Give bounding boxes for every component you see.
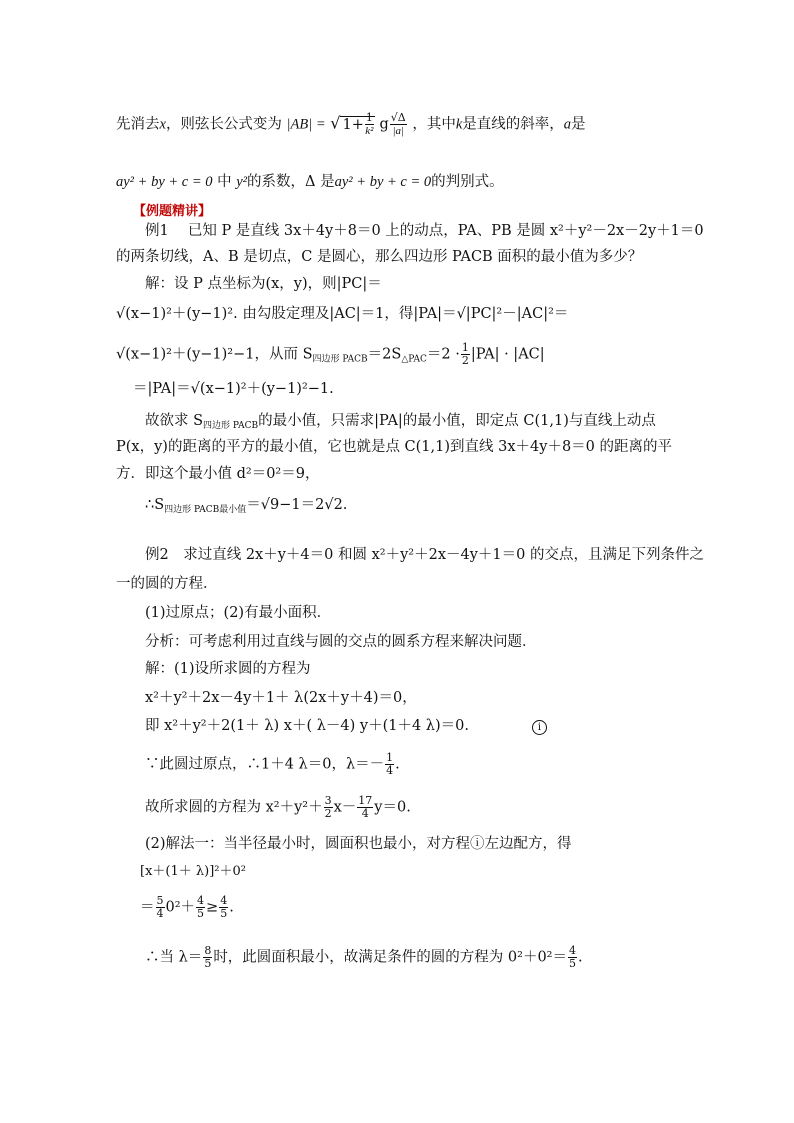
numerator: 1 xyxy=(386,751,394,764)
denominator: k² xyxy=(365,125,374,137)
radical-icon: √ xyxy=(330,113,341,133)
ex2-line-4: 分析：可考虑利用过直线与圆的交点的圆系方程来解决问题． xyxy=(145,634,537,650)
ex1-line-3: 解：设 P 点坐标为(x，y)，则|PC|＝ xyxy=(145,276,382,292)
text: 先消去 xyxy=(116,116,160,133)
subscript: △PAC xyxy=(401,354,427,365)
numerator: 8 xyxy=(204,944,212,957)
text: ＝2 · xyxy=(426,346,460,363)
text: ∴当 λ＝ xyxy=(145,949,203,966)
denominator: 4 xyxy=(386,764,394,777)
ex1-line-2: 的两条切线，A、B 是切点，C 是圆心，那么四边形 PACB 面积的最小值为多少？ xyxy=(116,249,643,265)
text: . xyxy=(395,756,400,773)
ex1-line-1: 例1 已知 P 是直线 3x＋4y＋8＝0 上的动点，PA、PB 是圆 x²＋y²－2x－2y＋1＝0 xyxy=(145,223,704,239)
ex1-line-6: ＝|PA|＝√(x−1)²＋(y−1)²−1. xyxy=(133,381,334,397)
numerator: 3 xyxy=(324,794,332,807)
ex2-line-13 xyxy=(145,945,583,970)
text: 故所求圆的方程为 x²＋y²＋ xyxy=(145,799,323,816)
subscript: 四边形 PACB xyxy=(312,354,368,365)
denominator: 5 xyxy=(197,907,205,920)
denominator: 4 xyxy=(156,907,164,920)
ex2-line-3: (1)过原点；(2)有最小面积． xyxy=(145,605,332,621)
text: 即 x²＋y²＋2(1＋ λ) x＋( λ－4) y＋(1＋4 λ)＝0. xyxy=(145,718,469,734)
text: . xyxy=(229,899,234,916)
text: 时，此圆面积最小，故满足条件的圆的方程为 0²＋0²＝ xyxy=(213,949,567,966)
text: x xyxy=(159,116,166,133)
text: 的系数，Δ 是 xyxy=(247,174,335,190)
subscript: 四边形 PACB最小值 xyxy=(164,505,247,515)
circled-number-icon: i xyxy=(532,720,547,735)
fraction xyxy=(196,895,205,920)
numerator: 17 xyxy=(358,794,373,807)
denominator: 5 xyxy=(204,957,212,970)
ex1-line-8: P(x，y)的距离的平方的最小值，它也就是点 C(1,1)到直线 3x＋4y＋8＝0 的距离的平 xyxy=(116,439,673,455)
ex2-line-5: 解：(1)设所求圆的方程为 xyxy=(145,661,311,677)
text: k xyxy=(455,116,463,133)
text: |PA| · |AC| xyxy=(470,346,545,363)
fraction xyxy=(203,945,212,970)
sqrt-expression: √(x−1)²＋(y−1)² xyxy=(116,306,234,322)
equation: ay² + by + c = 0 xyxy=(334,174,432,190)
numerator: 4 xyxy=(197,894,205,907)
text: 中 xyxy=(217,174,232,190)
text: . xyxy=(578,949,583,966)
text: y＝0. xyxy=(374,799,411,816)
text: ＝2S xyxy=(367,346,402,363)
section-heading: 【例题精讲】 xyxy=(133,204,212,219)
sqrt-body: 1+ $\frac{1}{\text{k²}}$ xyxy=(342,111,374,137)
fraction xyxy=(390,112,407,137)
text: 0²＋ xyxy=(165,899,196,916)
ex1-line-10 xyxy=(145,495,347,520)
ex2-line-8 xyxy=(145,752,400,777)
text: ≥ xyxy=(206,899,219,916)
equation: ay² + by + c = 0 xyxy=(116,174,213,190)
text: g xyxy=(379,116,389,133)
ex2-line-12 xyxy=(140,895,234,920)
text: |AB| = xyxy=(286,116,326,133)
fraction xyxy=(385,752,394,777)
text: ，则弦长公式变为 xyxy=(165,116,282,133)
numerator: 5 xyxy=(156,894,164,907)
ex2-line-1: 例2 求过直线 2x＋y＋4＝0 和圆 x²＋y²＋2x－4y＋1＝0 的交点，且满足下列条件之 xyxy=(145,547,704,563)
ex2-line-2: 一的圆的方程． xyxy=(116,576,218,592)
denominator: 2 xyxy=(461,354,469,367)
numerator: 4 xyxy=(220,894,228,907)
denominator: |a| xyxy=(392,125,405,137)
numerator: 4 xyxy=(569,944,576,957)
denominator: 5 xyxy=(220,907,228,920)
ex2-line-9 xyxy=(145,795,411,820)
fraction xyxy=(324,795,333,820)
text: ∵此圆过原点，∴1＋4 λ＝0，λ＝－ xyxy=(145,756,385,773)
text: a xyxy=(563,116,572,133)
text: y² xyxy=(236,174,248,190)
text: ＝√9−1＝2√2. xyxy=(246,497,348,513)
ex2-line-6: x²＋y²＋2x－4y＋1＋ λ(2x＋y＋4)＝0， xyxy=(145,690,417,706)
fraction xyxy=(219,895,228,920)
denominator: 5 xyxy=(569,957,576,970)
ex1-line-4 xyxy=(116,304,568,324)
text: ，从而 S xyxy=(254,346,313,363)
fraction xyxy=(568,945,577,970)
text: 是直线的斜率， xyxy=(462,116,564,133)
ex2-line-10: (2)解法一：当半径最小时，圆面积也最小，对方程ⓘ左边配方，得 xyxy=(145,836,572,852)
fraction xyxy=(357,795,373,820)
delta: Δ xyxy=(397,111,406,124)
text: 的判别式。 xyxy=(431,174,504,190)
fraction xyxy=(156,895,165,920)
ex2-line-7 xyxy=(145,716,469,736)
text: . 由勾股定理及|AC|＝1，得|PA|＝√|PC|²－|AC|²＝ xyxy=(233,306,569,322)
text: ∴S xyxy=(145,497,165,513)
ex1-line-5 xyxy=(116,342,545,370)
numerator: 1 xyxy=(461,341,469,354)
equation-marker xyxy=(532,716,547,736)
ex2-line-11: [x＋(1＋ λ)]²＋0² xyxy=(140,864,246,879)
text: 是 xyxy=(571,116,586,133)
subscript: 四边形 PACB xyxy=(203,421,259,431)
denominator: 2 xyxy=(324,807,332,820)
text: 的最小值，只需求|PA|的最小值，即定点 C(1,1)与直线上动点 xyxy=(258,413,656,429)
text: ＝ xyxy=(140,899,155,916)
fraction xyxy=(461,342,470,367)
text: 故欲求 S xyxy=(145,413,204,429)
numerator: √Δ xyxy=(390,111,406,124)
denominator: 4 xyxy=(361,807,369,820)
formula-line-2 xyxy=(116,172,504,192)
ex1-line-9: 方．即这个最小值 d²＝0²＝9， xyxy=(116,466,320,482)
formula-line-1 xyxy=(116,112,586,137)
text: ，其中 xyxy=(412,116,456,133)
sqrt-expression: √(x−1)²＋(y−1)²−1 xyxy=(116,346,255,363)
numerator: 1 xyxy=(365,111,373,124)
fraction xyxy=(365,112,374,137)
text: x－ xyxy=(333,799,357,816)
ex1-line-7 xyxy=(145,411,656,436)
